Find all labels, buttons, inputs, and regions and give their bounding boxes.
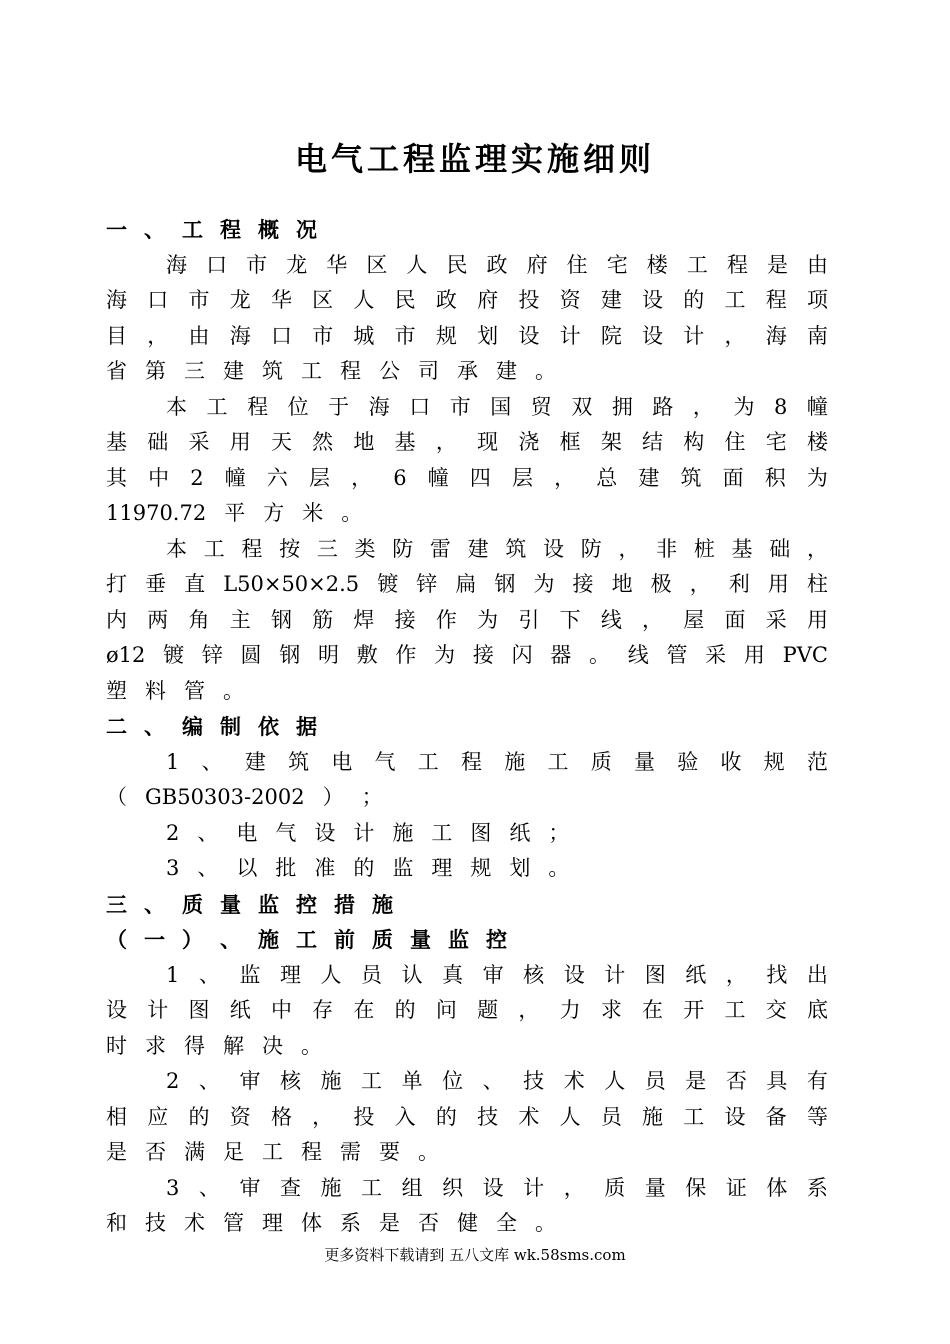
section-heading: 一 、 工 程 概 况 — [106, 217, 317, 242]
text-line: 设 计 图 纸 中 存 在 的 问 题 ， 力 求 在 开 工 交 底 — [106, 998, 828, 1022]
text-line: 目 ， 由 海 口 市 城 市 规 划 设 计 院 设 计 ， 海 南 — [106, 323, 828, 348]
text-line: 和 技 术 管 理 体 系 是 否 健 全 。 — [106, 1211, 556, 1235]
section-heading: 二 、 编 制 依 据 — [106, 714, 317, 739]
text-line: 2 、 审 核 施 工 单 位 、 技 术 人 员 是 否 具 有 — [166, 1069, 828, 1093]
text-line: 本 工 程 按 三 类 防 雷 建 筑 设 防 ， 非 桩 基 础 ， — [166, 536, 828, 561]
text-line: 内 两 角 主 钢 筋 焊 接 作 为 引 下 线 ， 屋 面 采 用 — [106, 607, 828, 632]
text-line: 塑 料 管 。 — [106, 678, 244, 703]
text-line: （ GB50303-2002 ） ； — [106, 785, 383, 809]
text-line: ø12 镀 锌 圆 钢 明 敷 作 为 接 闪 器 。 线 管 采 用 PVC — [106, 643, 828, 667]
text-line: 本 工 程 位 于 海 口 市 国 贸 双 拥 路 ， 为 8 幢 — [166, 394, 828, 419]
text-line: 海 口 市 龙 华 区 人 民 政 府 投 资 建 设 的 工 程 项 — [106, 288, 828, 312]
document-title: 电气工程监理实施细则 — [294, 140, 655, 178]
text-line: 其 中 2 幢 六 层 ， 6 幢 四 层 ， 总 建 筑 面 积 为 — [106, 465, 828, 490]
text-line: 3 、 审 查 施 工 组 织 设 计 ， 质 量 保 证 体 系 — [166, 1175, 828, 1200]
text-line: 2 、 电 气 设 计 施 工 图 纸 ； — [166, 820, 570, 845]
section-heading: （ 一 ） 、 施 工 前 质 量 监 控 — [106, 927, 507, 952]
text-line: 时 求 得 解 决 。 — [106, 1033, 322, 1058]
text-line: 相 应 的 资 格 ， 投 入 的 技 术 人 员 施 工 设 备 等 — [106, 1104, 828, 1129]
text-line: 基 础 采 用 天 然 地 基 ， 现 浇 框 架 结 构 住 宅 楼 — [106, 430, 828, 454]
text-line: 是 否 满 足 工 程 需 要 。 — [106, 1140, 439, 1164]
text-line: 1 、 建 筑 电 气 工 程 施 工 质 量 验 收 规 范 — [166, 749, 828, 774]
text-line: 3 、 以 批 准 的 监 理 规 划 。 — [166, 856, 570, 880]
footer-note: 更多资料下载请到 五八文库 wk.58sms.com — [324, 1246, 626, 1264]
text-line: 11970.72 平 方 米 。 — [106, 501, 363, 525]
text-line: 省 第 三 建 筑 工 程 公 司 承 建 。 — [106, 359, 556, 383]
text-line: 海 口 市 龙 华 区 人 民 政 府 住 宅 楼 工 程 是 由 — [166, 252, 828, 277]
text-line: 打 垂 直 L50×50×2.5 镀 锌 扁 钢 为 接 地 极 ， 利 用 柱 — [106, 572, 828, 596]
section-heading: 三 、 质 量 监 控 措 施 — [106, 891, 393, 917]
text-line: 1 、 监 理 人 员 认 真 审 核 设 计 图 纸 ， 找 出 — [166, 962, 828, 987]
document-body — [106, 212, 828, 1242]
